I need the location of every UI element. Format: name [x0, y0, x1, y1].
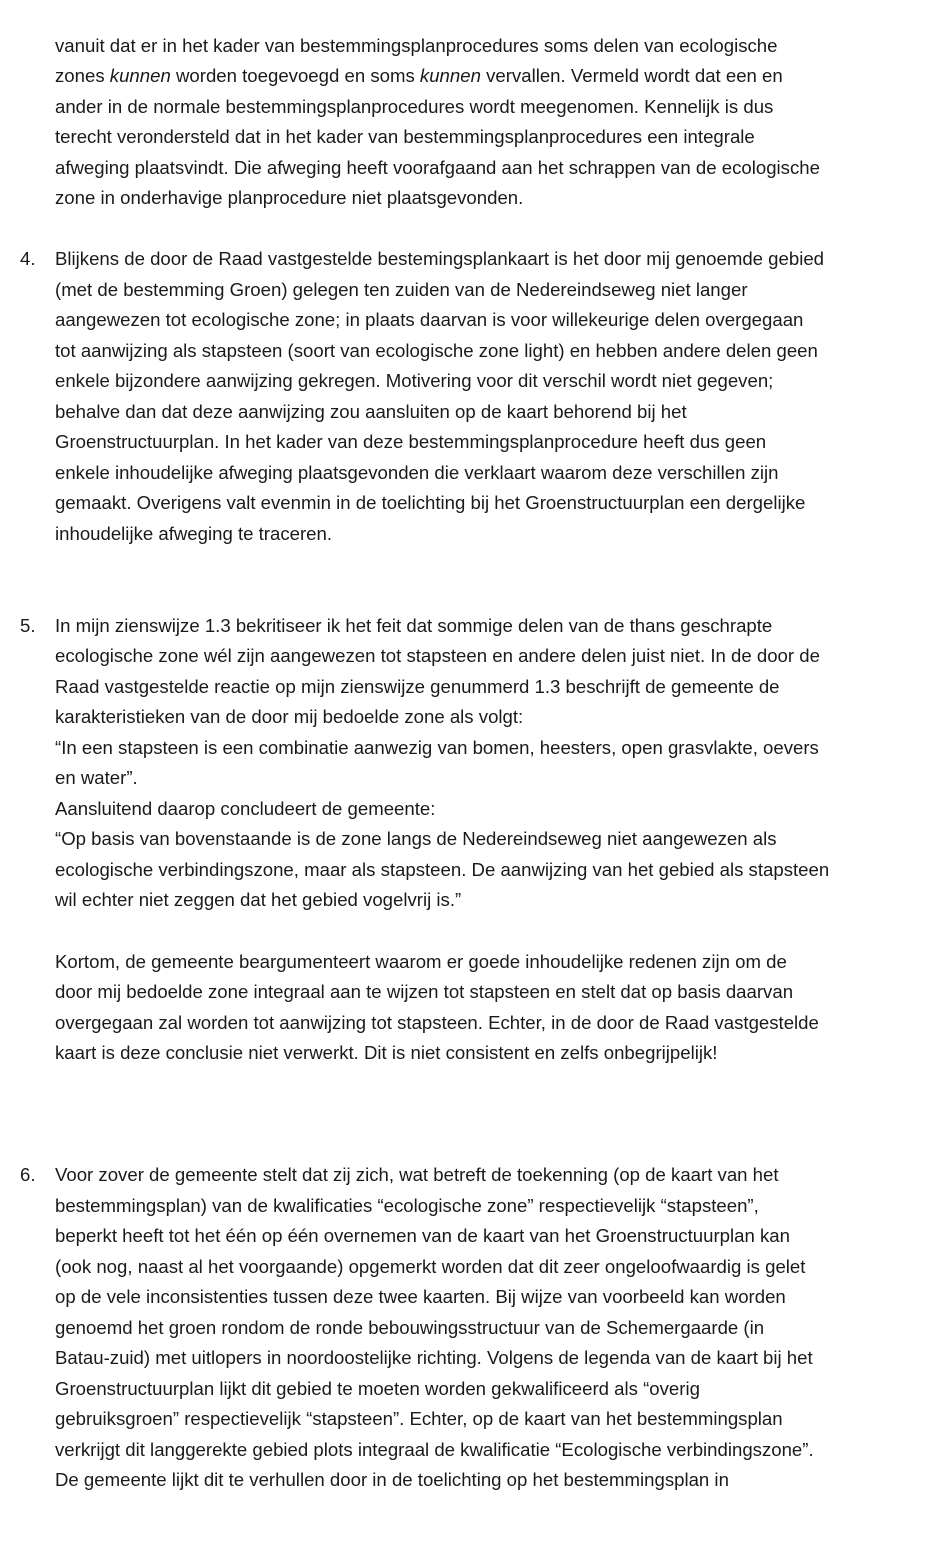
text-line: Blijkens de door de Raad vastgestelde bestemingsplankaart is het door mij genoemde gebied [55, 248, 825, 269]
quote-line: “Op basis van bovenstaande is de zone langs de Nedereindseweg niet aangewezen als [55, 828, 777, 849]
text-line: vanuit dat er in het kader van bestemmingsplanprocedures soms delen van ecologische [55, 35, 778, 56]
text-line: zone in onderhavige planprocedure niet plaatsgevonden. [55, 187, 524, 208]
text-line: Groenstructuurplan lijkt dit gebied te moeten worden gekwalificeerd als “overig [55, 1378, 700, 1399]
text-line: enkele bijzondere aanwijzing gekregen. Motivering voor dit verschil wordt niet gegeven; [55, 370, 774, 391]
text-line: Kortom, de gemeente beargumenteert waarom er goede inhoudelijke redenen zijn om de [55, 951, 787, 972]
text-line: De gemeente lijkt dit te verhullen door in de toelichting op het bestemmingsplan in [55, 1469, 729, 1490]
text-line: In mijn zienswijze 1.3 bekritiseer ik het feit dat sommige delen van de thans geschrapte [55, 615, 773, 636]
item-number: 5. [20, 615, 36, 636]
text-line: Batau-zuid) met uitlopers in noordoostelijke richting. Volgens de legenda van de kaart bij het [55, 1347, 813, 1368]
quote-line: en water”. [55, 767, 138, 788]
text-line: genoemd het groen rondom de ronde bebouwingsstructuur van de Schemergaarde (in [55, 1317, 765, 1338]
text-line: overgegaan zal worden tot aanwijzing tot stapsteen. Echter, in de door de Raad vastgestelde [55, 1012, 819, 1033]
quote-line: “In een stapsteen is een combinatie aanwezig van bomen, heesters, open grasvlakte, oevers [55, 737, 819, 758]
text-line-emphasis [55, 65, 783, 87]
emphasis-text: kunnen [419, 65, 481, 86]
item-number: 4. [20, 248, 36, 269]
text-line: behalve dan dat deze aanwijzing zou aansluiten op de kaart behorend bij het [55, 401, 687, 422]
text-line: kaart is deze conclusie niet verwerkt. Dit is niet consistent en zelfs onbegrijpelijk! [55, 1042, 718, 1063]
text-line: ecologische zone wél zijn aangewezen tot stapsteen en andere delen juist niet. In de door de [55, 645, 820, 666]
text-line: tot aanwijzing als stapsteen (soort van ecologische zone light) en hebben andere delen geen [55, 340, 818, 361]
text-line: gebruiksgroen” respectievelijk “stapsteen”. Echter, op de kaart van het bestemmingsplan [55, 1408, 783, 1429]
text-line: op de vele inconsistenties tussen deze twee kaarten. Bij wijze van voorbeeld kan worden [55, 1286, 786, 1307]
text-line: Aansluitend daarop concludeert de gemeente: [55, 798, 436, 819]
text-span: zones [55, 65, 110, 86]
text-line: inhoudelijke afweging te traceren. [55, 523, 333, 544]
text-line: terecht verondersteld dat in het kader van bestemmingsplanprocedures een integrale [55, 126, 755, 147]
text-line: ander in de normale bestemmingsplanprocedures wordt meegenomen. Kennelijk is dus [55, 96, 774, 117]
text-line: karakteristieken van de door mij bedoelde zone als volgt: [55, 706, 524, 727]
text-line: enkele inhoudelijke afweging plaatsgevonden die verklaart waarom deze verschillen zijn [55, 462, 779, 483]
text-line: aangewezen tot ecologische zone; in plaats daarvan is voor willekeurige delen overgegaan [55, 309, 804, 330]
text-line: Raad vastgestelde reactie op mijn zienswijze genummerd 1.3 beschrijft de gemeente de [55, 676, 780, 697]
text-line: gemaakt. Overigens valt evenmin in de toelichting bij het Groenstructuurplan een dergelijke [55, 492, 806, 513]
text-line: beperkt heeft tot het één op één overnemen van de kaart van het Groenstructuurplan kan [55, 1225, 790, 1246]
text-line: afweging plaatsvindt. Die afweging heeft voorafgaand aan het schrappen van de ecologische [55, 157, 820, 178]
text-span: worden toegevoegd en soms [170, 65, 420, 86]
text-line: Groenstructuurplan. In het kader van deze bestemmingsplanprocedure heeft dus geen [55, 431, 767, 452]
text-line: (ook nog, naast al het voorgaande) opgemerkt worden dat dit zeer ongeloofwaardig is gelet [55, 1256, 806, 1277]
emphasis-text: kunnen [109, 65, 171, 86]
quote-line: ecologische verbindingszone, maar als stapsteen. De aanwijzing van het gebied als stapsteen [55, 859, 830, 880]
text-line: verkrijgt dit langgerekte gebied plots integraal de kwalificatie “Ecologische verbindingszone”. [55, 1439, 814, 1460]
text-span: vervallen. Vermeld wordt dat een en [480, 65, 783, 86]
text-line: bestemmingsplan) van de kwalificaties “ecologische zone” respectievelijk “stapsteen”, [55, 1195, 759, 1216]
text-line: (met de bestemming Groen) gelegen ten zuiden van de Nedereindseweg niet langer [55, 279, 748, 300]
quote-line: wil echter niet zeggen dat het gebied vogelvrij is.” [55, 889, 462, 910]
text-line: door mij bedoelde zone integraal aan te wijzen tot stapsteen en stelt dat op basis daarvan [55, 981, 794, 1002]
item-number: 6. [20, 1164, 36, 1185]
text-line: Voor zover de gemeente stelt dat zij zich, wat betreft de toekenning (op de kaart van het [55, 1164, 779, 1185]
